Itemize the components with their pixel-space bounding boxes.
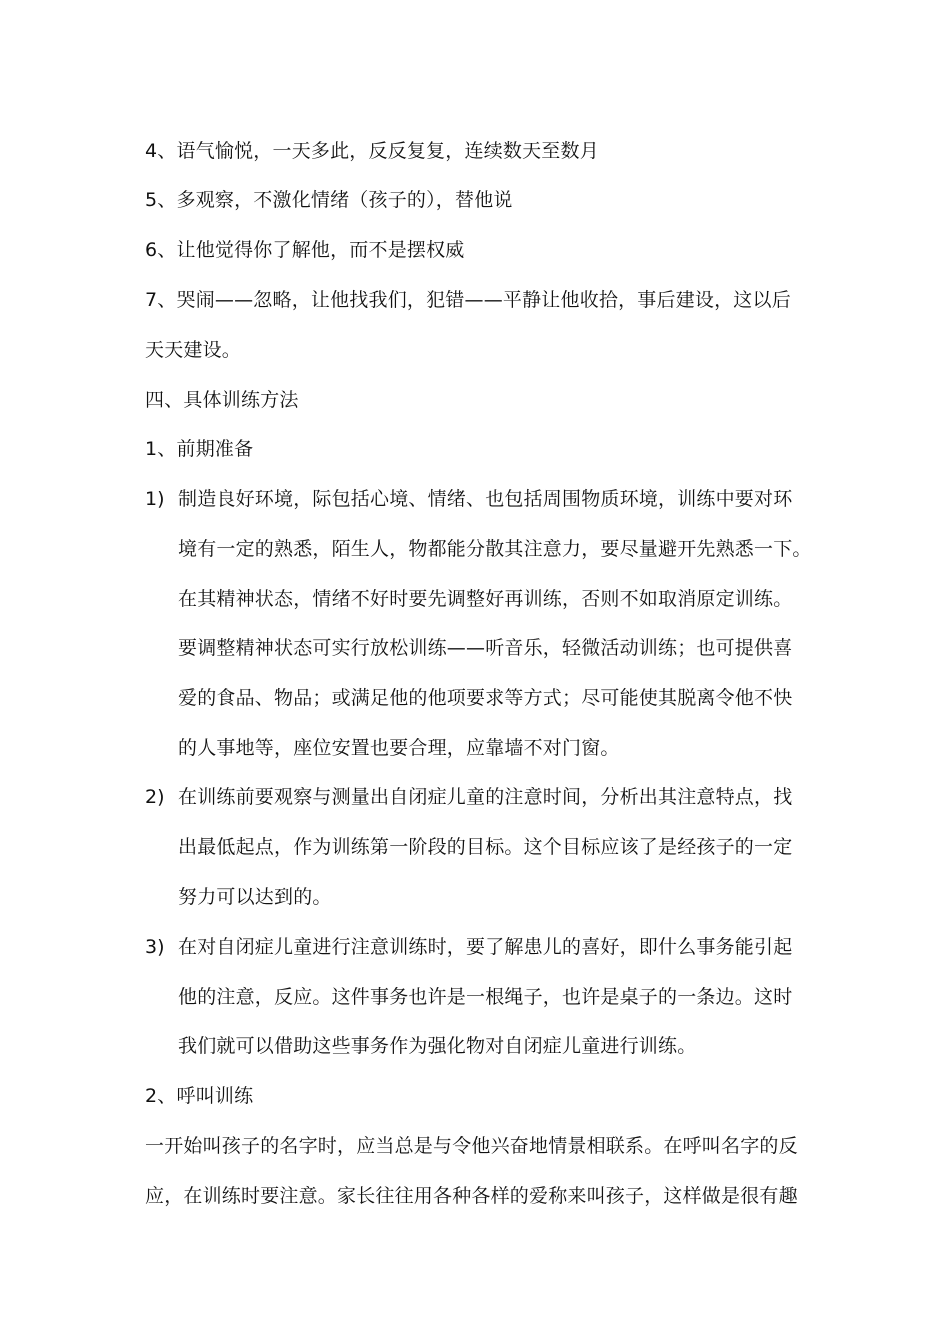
text-line-5: 5、多观察，不激化情绪（孩子的），替他说 [145,189,513,211]
item-2-line-3: 努力可以达到的。 [178,886,332,908]
item-1-line-2: 境有一定的熟悉，陌生人，物都能分散其注意力，要尽量避开先熟悉一下。 [178,538,812,560]
item-1-line-4: 要调整精神状态可实行放松训练——听音乐，轻微活动训练；也可提供喜 [178,637,793,659]
text-line-4: 4、语气愉悦，一天多此，反反复复，连续数天至数月 [145,140,599,162]
item-2-line-1: 在训练前要观察与测量出自闭症儿童的注意时间，分析出其注意特点，找 [178,786,793,808]
section-heading: 四、具体训练方法 [145,389,299,411]
item-2-number: 2) [145,786,165,808]
text-line-7-cont: 天天建设。 [145,339,242,361]
item-1-line-3: 在其精神状态，情绪不好时要先调整好再训练，否则不如取消原定训练。 [178,588,793,610]
item-3-line-2: 他的注意，反应。这件事务也许是一根绳子，也许是桌子的一条边。这时 [178,986,793,1008]
item-3-number: 3) [145,936,165,958]
paragraph-line-2: 应，在训练时要注意。家长往往用各种各样的爱称来叫孩子，这样做是很有趣 [145,1185,798,1207]
paragraph-line-1: 一开始叫孩子的名字时，应当总是与令他兴奋地情景相联系。在呼叫名字的反 [145,1135,798,1157]
item-3-line-1: 在对自闭症儿童进行注意训练时，要了解患儿的喜好，即什么事务能引起 [178,936,793,958]
item-2-line-2: 出最低起点，作为训练第一阶段的目标。这个目标应该了是经孩子的一定 [178,836,793,858]
item-3-line-3: 我们就可以借助这些事务作为强化物对自闭症儿童进行训练。 [178,1035,697,1057]
subsection-heading-2: 2、呼叫训练 [145,1085,254,1107]
item-1-line-1: 制造良好环境，际包括心境、情绪、也包括周围物质环境，训练中要对环 [178,488,793,510]
item-1-line-5: 爱的食品、物品；或满足他的他项要求等方式；尽可能使其脱离令他不快 [178,687,793,709]
text-line-7: 7、哭闹——忽略，让他找我们，犯错——平静让他收拾，事后建设，这以后 [145,289,791,311]
item-1-line-6: 的人事地等，座位安置也要合理，应靠墙不对门窗。 [178,737,620,759]
text-line-6: 6、让他觉得你了解他，而不是摆权威 [145,239,465,261]
subsection-heading: 1、前期准备 [145,438,254,460]
item-1-number: 1) [145,488,165,510]
